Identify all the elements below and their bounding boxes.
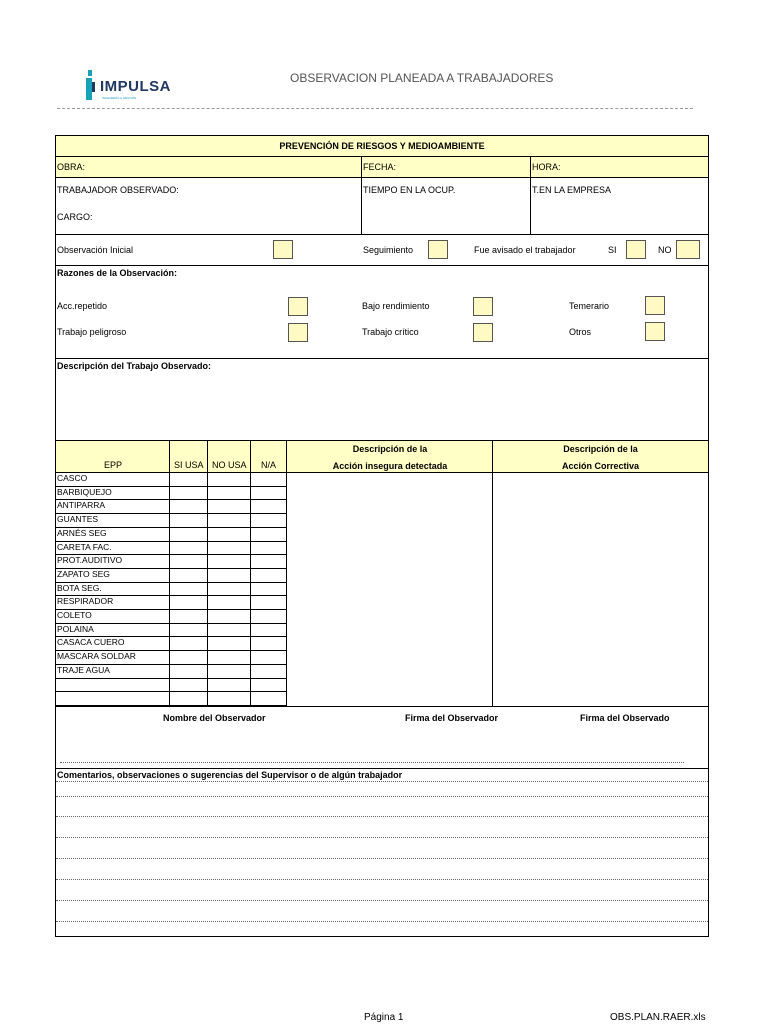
bajo-rendimiento-label: Bajo rendimiento bbox=[362, 301, 430, 311]
firma-observador-label: Firma del Observador bbox=[405, 713, 499, 723]
page-title: OBSERVACION PLANEADA A TRABAJADORES bbox=[290, 71, 554, 85]
logo bbox=[84, 68, 174, 104]
epp-item: RESPIRADOR bbox=[57, 596, 114, 607]
si-usa-cell[interactable] bbox=[170, 542, 207, 554]
comentarios-label: Comentarios, observaciones o sugerencias del Supervisor o de algún trabajador bbox=[57, 770, 403, 780]
si-usa-cell[interactable] bbox=[170, 596, 207, 608]
seguimiento-label: Seguimiento bbox=[363, 245, 414, 255]
logo-subtext: INGENIERÍA & GESTIÓN bbox=[102, 96, 137, 100]
acc-repetido-checkbox[interactable] bbox=[288, 297, 308, 316]
epp-item: BOTA SEG. bbox=[57, 582, 102, 593]
si-checkbox[interactable] bbox=[626, 240, 646, 259]
no-label: NO bbox=[658, 245, 672, 255]
no-usa-cell[interactable] bbox=[208, 473, 250, 485]
firma-observado-label: Firma del Observado bbox=[580, 713, 670, 723]
tiempo-ocupacion-label: TIEMPO EN LA OCUP. bbox=[363, 185, 456, 195]
epp-item: TRAJE AGUA bbox=[57, 664, 110, 675]
nombre-observador-label: Nombre del Observador bbox=[163, 713, 266, 723]
na-cell[interactable] bbox=[251, 665, 286, 677]
epp-item: GUANTES bbox=[57, 514, 99, 525]
obs-inicial-checkbox[interactable] bbox=[273, 240, 293, 259]
na-cell[interactable] bbox=[251, 624, 286, 636]
no-usa-cell[interactable] bbox=[208, 665, 250, 677]
si-usa-header: SI USA bbox=[174, 460, 204, 470]
si-usa-cell[interactable] bbox=[170, 555, 207, 567]
epp-item: BARBIQUEJO bbox=[57, 486, 112, 497]
comentarios-area[interactable] bbox=[56, 782, 708, 935]
no-usa-cell[interactable] bbox=[208, 624, 250, 636]
no-usa-cell[interactable] bbox=[208, 487, 250, 499]
si-usa-cell[interactable] bbox=[170, 473, 207, 485]
obra-label: OBRA: bbox=[57, 162, 86, 172]
no-checkbox[interactable] bbox=[676, 240, 700, 259]
trabajo-critico-checkbox[interactable] bbox=[473, 323, 493, 342]
trabajador-label: TRABAJADOR OBSERVADO: bbox=[57, 185, 179, 195]
no-usa-cell[interactable] bbox=[208, 637, 250, 649]
na-cell[interactable] bbox=[251, 610, 286, 622]
no-usa-cell[interactable] bbox=[208, 555, 250, 567]
si-usa-cell[interactable] bbox=[170, 583, 207, 595]
descripcion-area[interactable] bbox=[56, 373, 708, 439]
otros-label: Otros bbox=[569, 327, 592, 337]
fecha-label: FECHA: bbox=[363, 162, 397, 172]
si-label: SI bbox=[608, 245, 617, 255]
accion-correctiva-header-1: Descripción de la bbox=[563, 444, 638, 454]
na-cell[interactable] bbox=[251, 528, 286, 540]
fue-avisado-label: Fue avisado el trabajador bbox=[474, 245, 576, 255]
accion-insegura-area[interactable] bbox=[288, 474, 491, 704]
trabajo-peligroso-label: Trabajo peligroso bbox=[57, 327, 127, 337]
accion-insegura-header-1: Descripción de la bbox=[352, 444, 428, 454]
tiempo-empresa-label: T.EN LA EMPRESA bbox=[532, 185, 612, 195]
epp-header: EPP bbox=[104, 460, 123, 470]
cargo-label: CARGO: bbox=[57, 212, 93, 222]
si-usa-cell[interactable] bbox=[170, 500, 207, 512]
hora-label: HORA: bbox=[532, 162, 561, 172]
epp-item: PROT.AUDITIVO bbox=[57, 555, 123, 566]
no-usa-cell[interactable] bbox=[208, 514, 250, 526]
si-usa-cell[interactable] bbox=[170, 514, 207, 526]
na-cell[interactable] bbox=[251, 583, 286, 595]
na-cell[interactable] bbox=[251, 569, 286, 581]
epp-item: COLETO bbox=[57, 610, 92, 620]
acc-repetido-label: Acc.repetido bbox=[57, 301, 108, 311]
epp-item: CARETA FAC. bbox=[57, 541, 112, 552]
no-usa-cell[interactable] bbox=[208, 528, 250, 540]
signature-area[interactable] bbox=[56, 725, 708, 762]
no-usa-cell[interactable] bbox=[208, 583, 250, 595]
temerario-checkbox[interactable] bbox=[645, 296, 665, 315]
na-header: N/A bbox=[261, 460, 277, 470]
page-number: Página 1 bbox=[364, 1012, 404, 1023]
epp-item: MASCARA SOLDAR bbox=[57, 651, 136, 662]
logo-icon bbox=[84, 68, 100, 104]
na-cell[interactable] bbox=[251, 542, 286, 554]
temerario-label: Temerario bbox=[569, 301, 610, 311]
logo-text: IMPULSA bbox=[100, 78, 171, 95]
si-usa-cell[interactable] bbox=[170, 651, 207, 663]
descripcion-title: Descripción del Trabajo Observado: bbox=[57, 361, 212, 371]
no-usa-cell[interactable] bbox=[208, 596, 250, 608]
accion-correctiva-area[interactable] bbox=[494, 474, 707, 704]
epp-item: ZAPATO SEG bbox=[57, 568, 110, 579]
si-usa-cell[interactable] bbox=[170, 487, 207, 499]
na-cell[interactable] bbox=[251, 473, 286, 485]
no-usa-cell[interactable] bbox=[208, 500, 250, 512]
epp-item: ARNÉS SEG bbox=[57, 527, 107, 538]
si-usa-cell[interactable] bbox=[170, 569, 207, 581]
trabajo-critico-label: Trabajo crítico bbox=[362, 327, 419, 337]
si-usa-cell[interactable] bbox=[170, 610, 207, 622]
otros-checkbox[interactable] bbox=[645, 322, 665, 341]
na-cell[interactable] bbox=[251, 487, 286, 499]
no-usa-cell[interactable] bbox=[208, 542, 250, 554]
obs-inicial-label: Observación Inicial bbox=[57, 245, 134, 255]
epp-item: CASCO bbox=[57, 473, 88, 483]
no-usa-cell[interactable] bbox=[208, 610, 250, 622]
epp-item: POLAINA bbox=[57, 623, 94, 634]
trabajo-peligroso-checkbox[interactable] bbox=[288, 323, 308, 342]
seguimiento-checkbox[interactable] bbox=[428, 240, 448, 259]
header-divider bbox=[57, 108, 693, 109]
file-name: OBS.PLAN.RAER.xls bbox=[610, 1012, 706, 1023]
accion-correctiva-header-2: Acción Correctiva bbox=[561, 461, 640, 471]
no-usa-header: NO USA bbox=[212, 460, 247, 470]
epp-item: ANTIPARRA bbox=[57, 500, 106, 511]
si-usa-cell[interactable] bbox=[170, 624, 207, 636]
no-usa-cell[interactable] bbox=[208, 569, 250, 581]
na-cell[interactable] bbox=[251, 596, 286, 608]
epp-item: CASACA CUERO bbox=[57, 637, 125, 648]
si-usa-cell[interactable] bbox=[170, 637, 207, 649]
bajo-rendimiento-checkbox[interactable] bbox=[473, 297, 493, 316]
na-cell[interactable] bbox=[251, 514, 286, 526]
accion-insegura-header-2: Acción insegura detectada bbox=[332, 461, 448, 471]
si-usa-cell[interactable] bbox=[170, 528, 207, 540]
na-cell[interactable] bbox=[251, 555, 286, 567]
razones-title: Razones de la Observación: bbox=[57, 268, 178, 278]
na-cell[interactable] bbox=[251, 637, 286, 649]
na-cell[interactable] bbox=[251, 500, 286, 512]
na-cell[interactable] bbox=[251, 651, 286, 663]
si-usa-cell[interactable] bbox=[170, 665, 207, 677]
section-title: PREVENCIÓN DE RIESGOS Y MEDIOAMBIENTE bbox=[279, 141, 485, 151]
no-usa-cell[interactable] bbox=[208, 651, 250, 663]
